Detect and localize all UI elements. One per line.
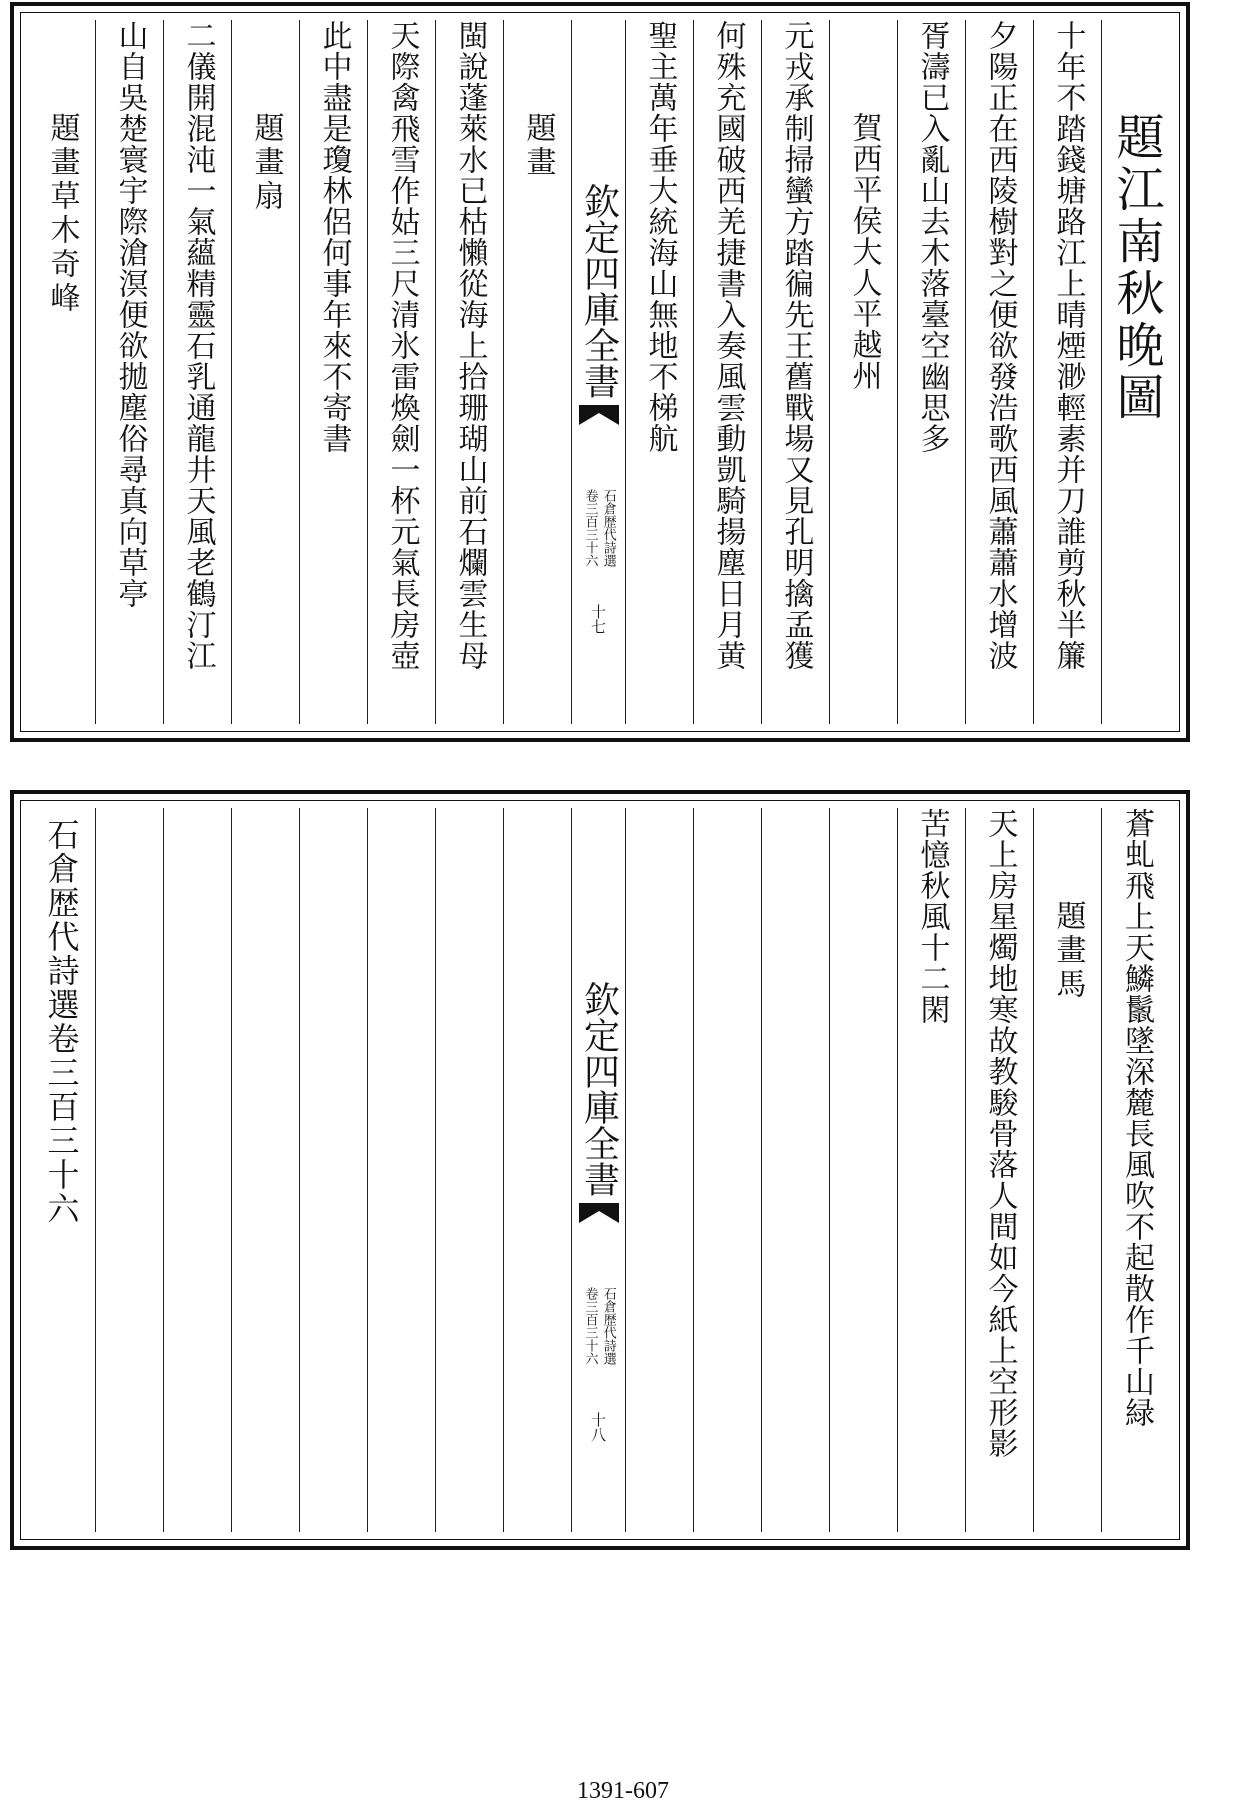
text-column (368, 20, 436, 724)
fishtail-mark-icon (579, 405, 619, 425)
text-column-empty (368, 808, 436, 1532)
page-number: 十八 (589, 1412, 607, 1442)
poem-line: 何殊充國破西羌捷書入奏風雲動凱騎揚塵日月黄 (710, 20, 746, 671)
text-column (96, 20, 164, 724)
text-column (504, 20, 572, 724)
poem-line: 蒼虬飛上天鱗鬛墜深麓長風吹不起散作千山緑 (1119, 808, 1154, 1428)
text-column (1034, 808, 1102, 1532)
poem-line: 天上房星燭地寒故教駿骨落人間如今紙上空形影 (982, 808, 1018, 1459)
text-column-empty (762, 808, 830, 1532)
text-column (232, 20, 300, 724)
poem-line: 胥濤已入亂山去木落臺空幽思多 (914, 20, 950, 454)
text-column (898, 20, 966, 724)
text-column-empty (830, 808, 898, 1532)
poem-title: 題畫 (520, 112, 556, 180)
text-column (966, 20, 1034, 724)
volume-title: 石倉歴代詩選 (600, 489, 616, 567)
text-column (300, 20, 368, 724)
poem-line: 苦憶秋風十二閑 (914, 808, 950, 1025)
text-column (436, 20, 504, 724)
text-column-empty (96, 808, 164, 1532)
center-fold (572, 20, 626, 724)
text-column (694, 20, 762, 724)
poem-line: 聖主萬年垂大統海山無地不梯航 (642, 20, 678, 454)
book-title: 欽定四庫全書 (578, 183, 620, 399)
colophon: 石倉歴代詩選卷三百三十六 (42, 818, 81, 1226)
poem-title: 題畫草木奇峰 (44, 112, 80, 316)
text-column (830, 20, 898, 724)
poem-line: 夕陽正在西陵樹對之便欲發浩歌西風蕭蕭水增波 (982, 20, 1018, 671)
text-column (164, 20, 232, 724)
center-fold (572, 808, 626, 1532)
text-column (966, 808, 1034, 1532)
poem-title: 題畫馬 (1050, 900, 1086, 1002)
text-column-empty (300, 808, 368, 1532)
poem-line: 天際禽飛雪作姑三尺清氷雷煥劍一杯元氣長房壺 (384, 20, 420, 671)
volume-number: 卷三百三十六 (582, 1287, 598, 1365)
text-column-empty (436, 808, 504, 1532)
fishtail-mark-icon (579, 1203, 619, 1223)
text-column (762, 20, 830, 724)
text-column (1102, 20, 1170, 724)
text-column (28, 20, 96, 724)
poem-line: 元戎承制掃蠻方踏徧先王舊戰場又見孔明擒孟獲 (778, 20, 814, 671)
volume-title: 石倉歴代詩選 (600, 1287, 616, 1365)
poem-line: 十年不踏錢塘路江上晴煙渺輕素并刀誰剪秋半簾 (1050, 20, 1086, 671)
page-footer-number: 1391-607 (577, 1778, 669, 1804)
top-page-frame (10, 2, 1190, 742)
text-column (28, 808, 96, 1532)
text-column (898, 808, 966, 1532)
poem-title: 題江南秋晚圖 (1108, 112, 1164, 424)
text-column (1034, 20, 1102, 724)
volume-number: 卷三百三十六 (582, 489, 598, 567)
page-number: 十七 (589, 604, 607, 634)
book-title: 欽定四庫全書 (578, 981, 620, 1197)
poem-line: 二儀開混沌一氣蘊精靈石乳通龍井天風老鶴汀江 (180, 20, 216, 671)
text-column-empty (232, 808, 300, 1532)
bottom-page-frame (10, 790, 1190, 1550)
poem-title: 題畫扇 (248, 112, 284, 214)
text-column-empty (626, 808, 694, 1532)
text-column-empty (164, 808, 232, 1532)
poem-line: 閩說蓬萊水已枯懶從海上拾珊瑚山前石爛雲生母 (452, 20, 488, 671)
text-column-empty (504, 808, 572, 1532)
poem-line: 山自吳楚寰宇際滄溟便欲拋塵俗尋真向草亭 (112, 20, 148, 609)
text-column (626, 20, 694, 724)
text-column (1102, 808, 1170, 1532)
poem-line: 此中盡是瓊林侶何事年來不寄書 (316, 20, 352, 454)
text-column-empty (694, 808, 762, 1532)
poem-title: 賀西平侯大人平越州 (846, 112, 882, 391)
